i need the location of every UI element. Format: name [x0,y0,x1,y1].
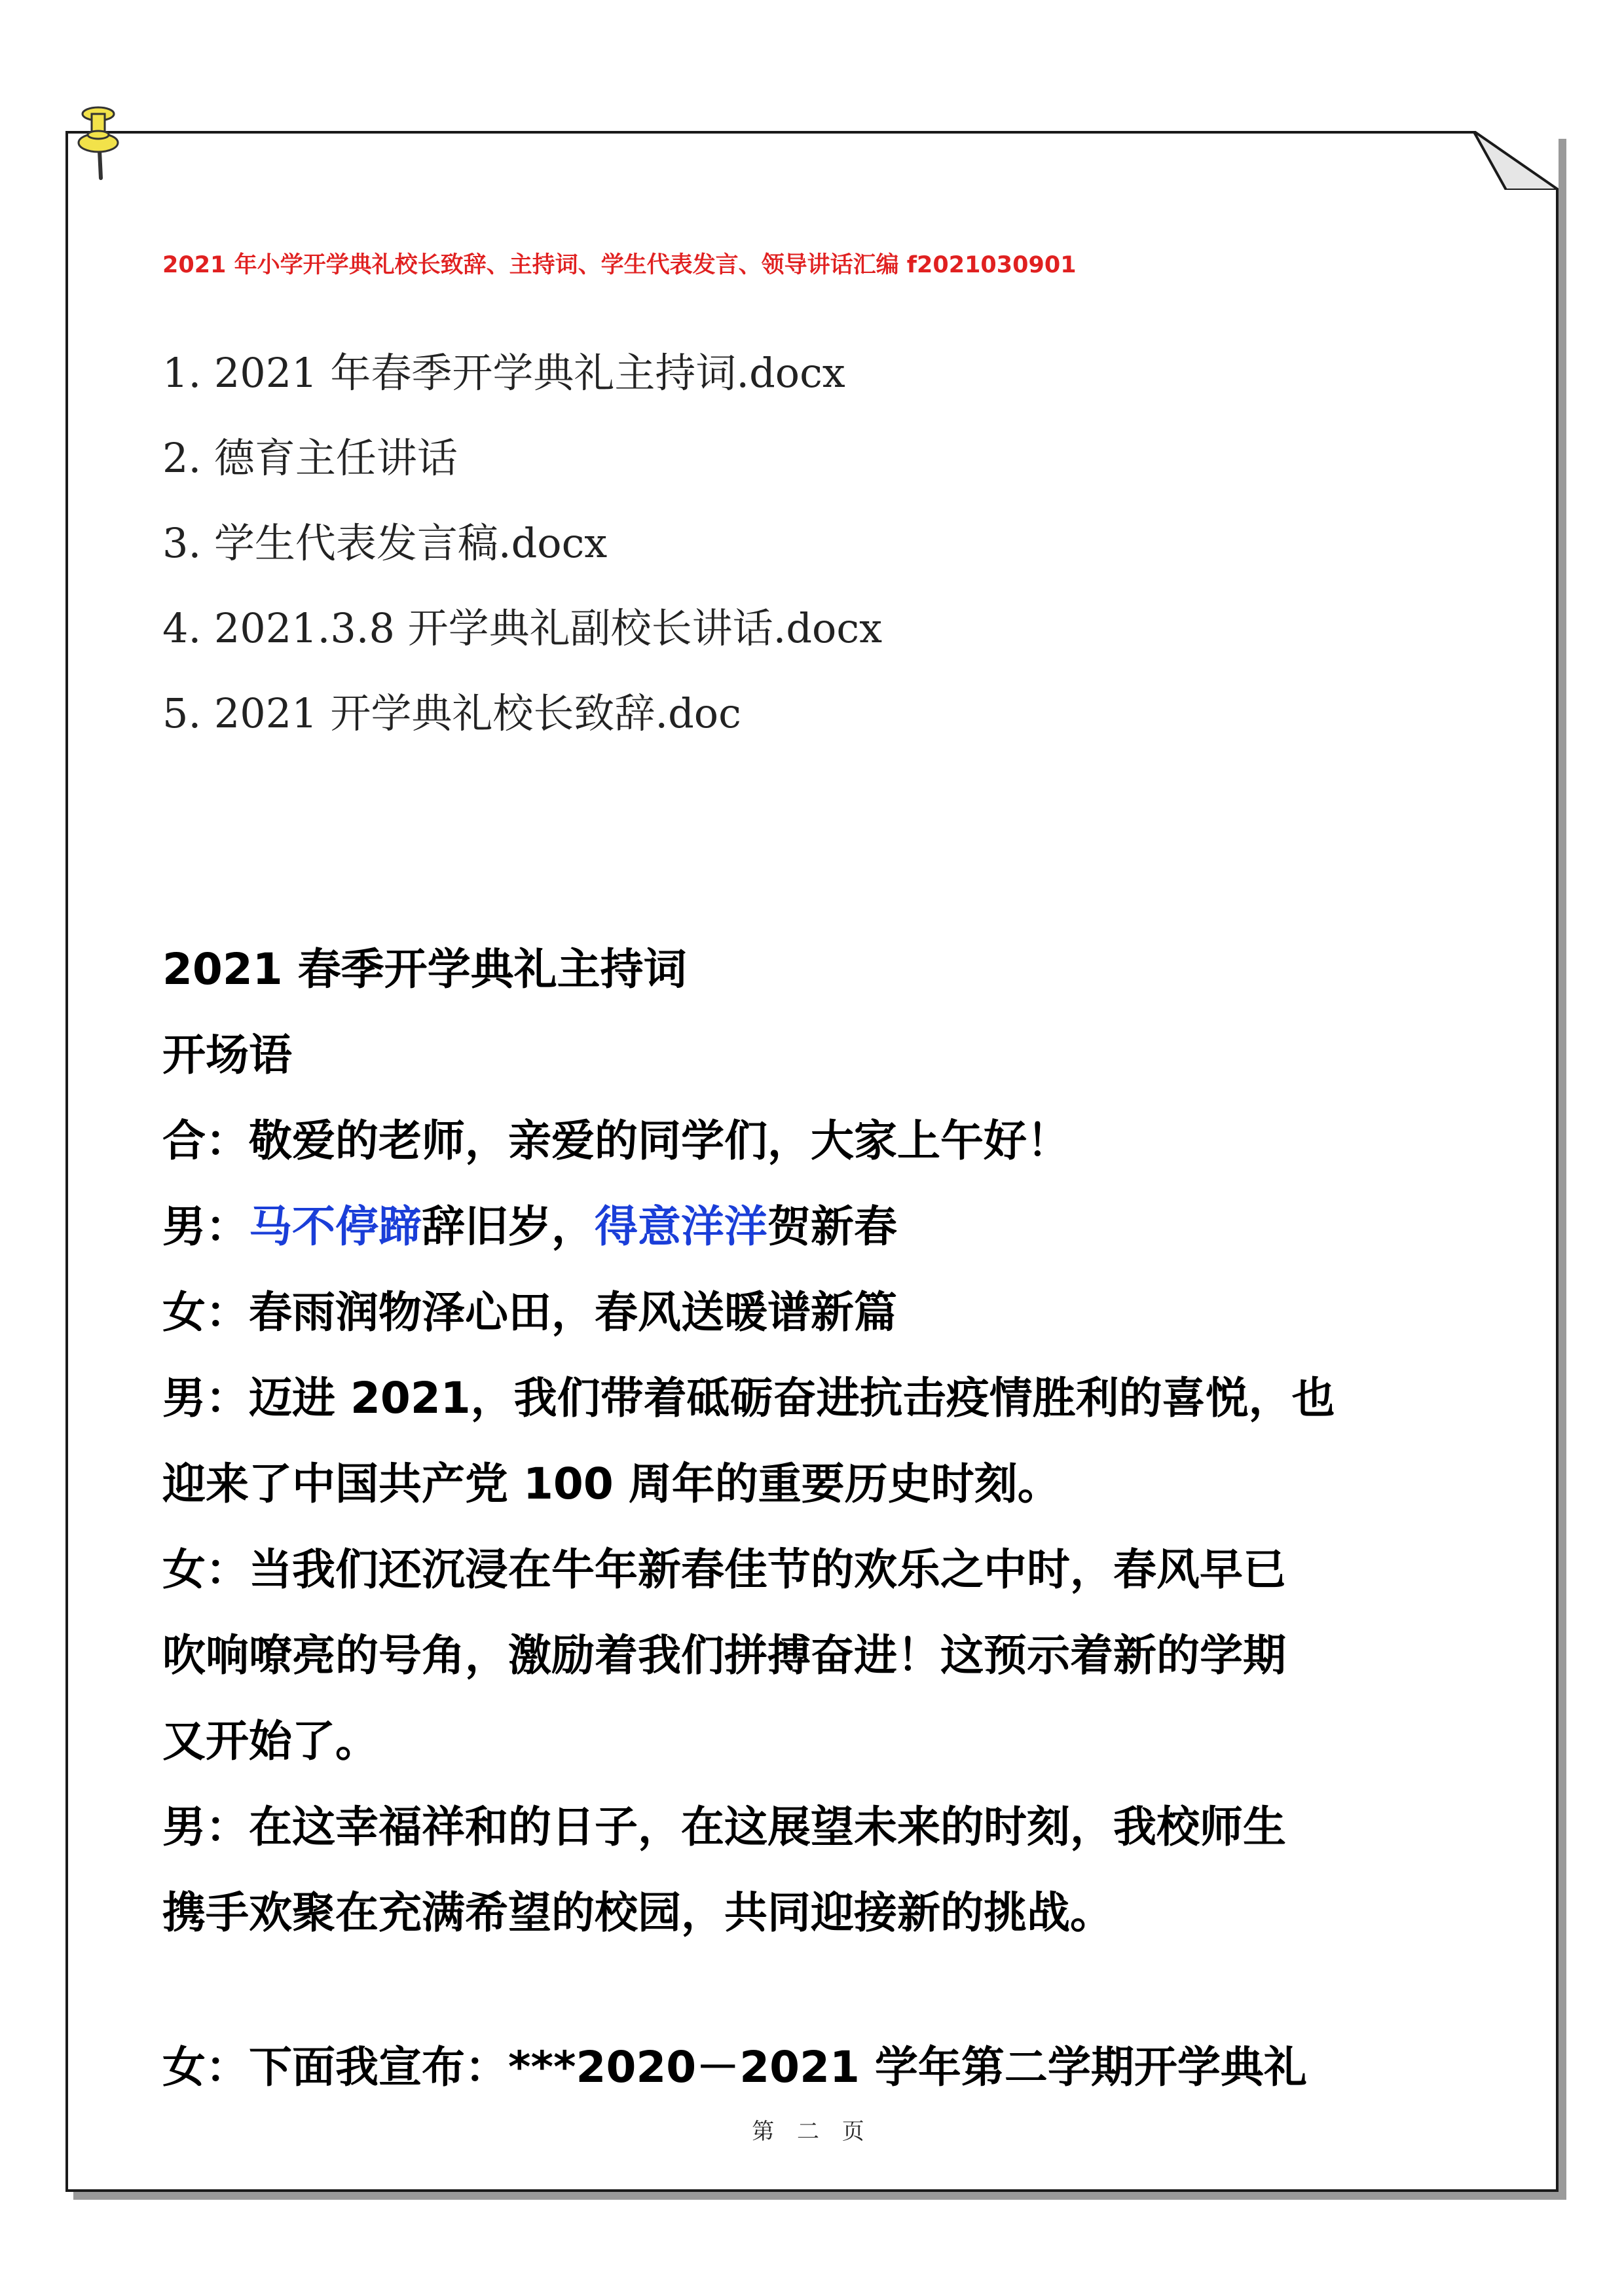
paragraph-line: 又开始了。 [162,1716,378,1766]
document-header-title: 2021 年小学开学典礼校长致辞、主持词、学生代表发言、领导讲话汇编 f2021030901 [162,252,1077,278]
paragraph-line-highlighted [162,1184,1479,1269]
toc-item: 5. 2021 开学典礼校长致辞.doc [162,689,741,737]
toc-item: 1. 2021 年春季开学典礼主持词.docx [162,349,845,397]
toc-item: 2. 德育主任讲话 [162,434,458,482]
paragraph-line: 吹响嘹亮的号角，激励着我们拼搏奋进！这预示着新的学期 [162,1630,1286,1681]
paragraph-line: 女：当我们还沉浸在牛年新春佳节的欢乐之中时，春风早已 [162,1544,1286,1595]
highlight-phrase: 马不停蹄 [249,1201,422,1252]
toc-item: 4. 2021.3.8 开学典礼副校长讲话.docx [162,604,883,652]
table-of-contents [162,331,882,756]
page-number: 第 二 页 [752,2119,872,2145]
highlight-phrase: 得意洋洋 [595,1201,767,1252]
speaker-prefix: 男： [162,1201,249,1252]
paragraph-spacer [162,1956,1479,2024]
toc-item: 3. 学生代表发言稿.docx [162,519,608,567]
paragraph-line: 女：下面我宣布：***2020－2021 学年第二学期开学典礼 [162,2042,1307,2092]
section-title: 2021 春季开学典礼主持词 [162,944,687,994]
pushpin-icon [72,105,124,183]
section-subtitle: 开场语 [162,1030,292,1080]
text-segment: 贺新春 [767,1201,897,1252]
paragraph-line: 男：在这幸福祥和的日子，在这展望未来的时刻，我校师生 [162,1802,1286,1852]
document-body [162,926,1479,2110]
paragraph-line: 合：敬爱的老师，亲爱的同学们，大家上午好！ [162,1116,1070,1166]
paragraph-line: 携手欢聚在充满希望的校园，共同迎接新的挑战。 [162,1887,1113,1938]
page-corner-fold-icon [1473,131,1559,190]
paragraph-line: 男：迈进 2021，我们带着砥砺奋进抗击疫情胜利的喜悦，也 [162,1373,1335,1423]
text-segment: 辞旧岁， [422,1201,595,1252]
paragraph-line: 迎来了中国共产党 100 周年的重要历史时刻。 [162,1459,1061,1509]
paragraph-line: 女：春雨润物泽心田，春风送暖谱新篇 [162,1287,897,1338]
